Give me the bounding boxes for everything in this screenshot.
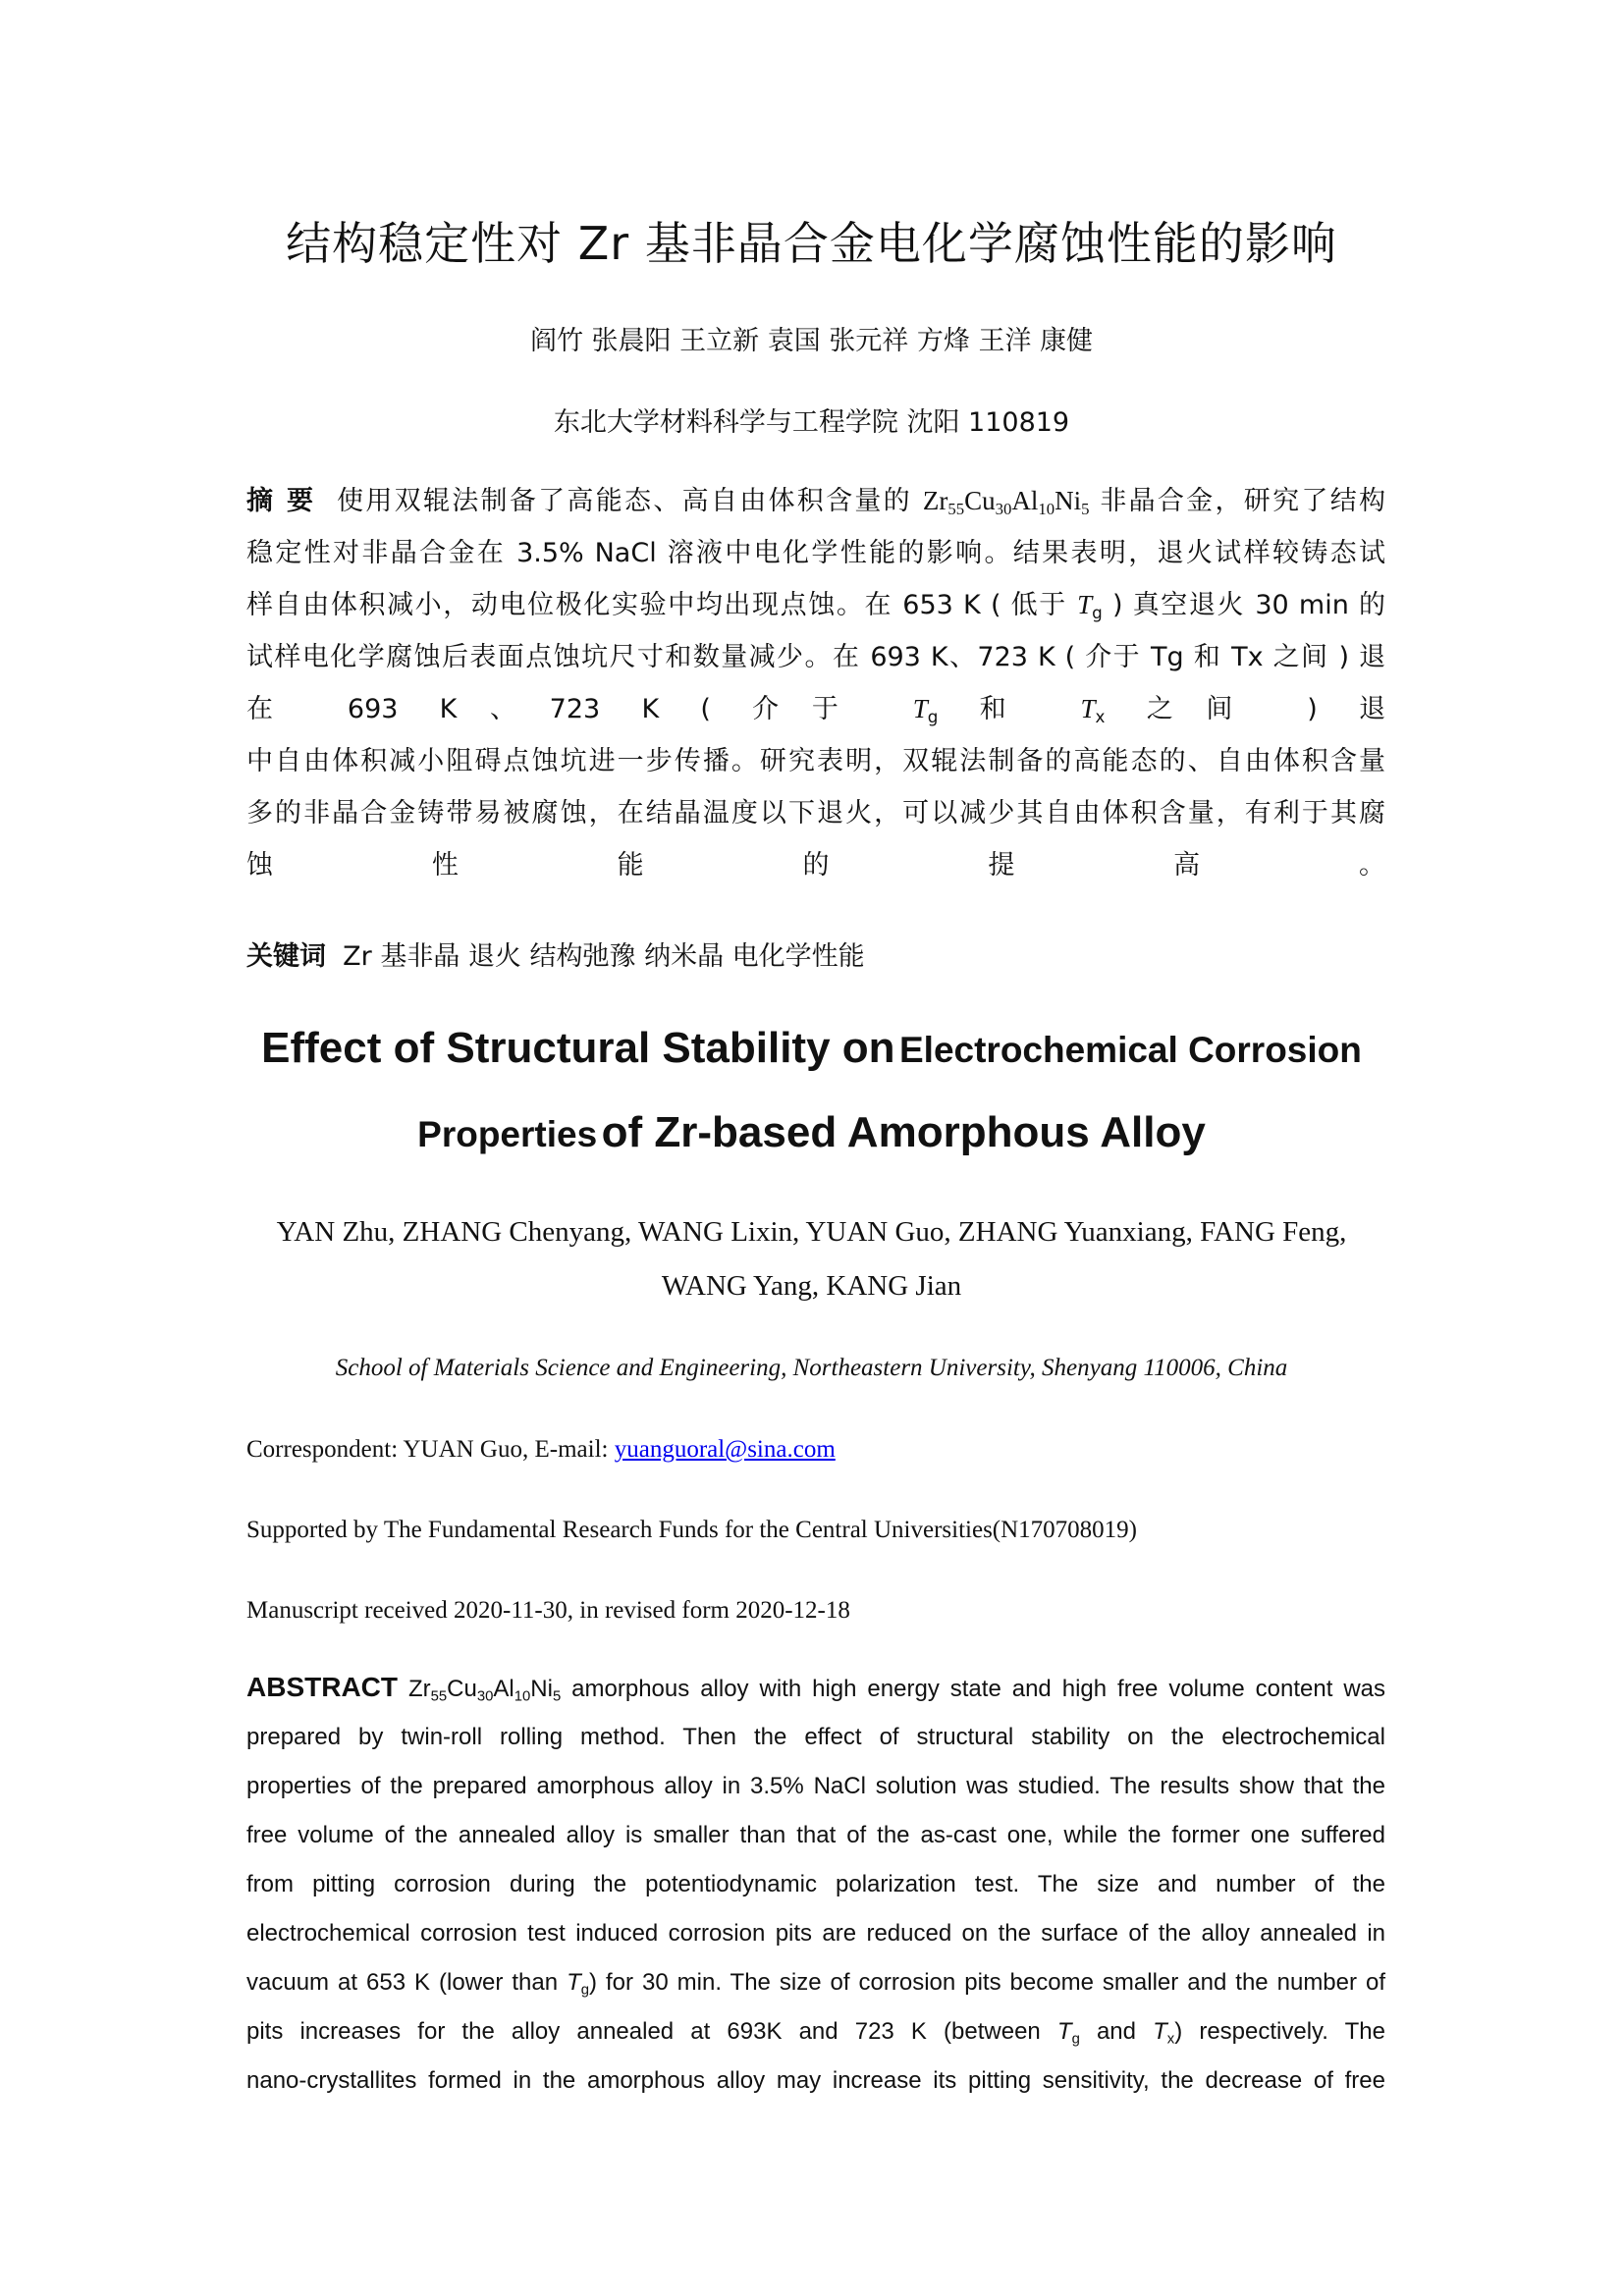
cn-abstract-line: 中自由体积减小阻碍点蚀坑进一步传播。研究表明，双辊法制备的高能态的、自由体积含量: [246, 746, 1385, 776]
en-abstract-line: free volume of the annealed alloy is smaller than that of the as-cast one, while the former one suffered: [246, 1822, 1385, 1848]
cn-abstract-label: 摘 要: [246, 486, 316, 516]
en-title-part: Effect of Structural Stability on: [261, 1024, 895, 1072]
cn-affiliation: 东北大学材料科学与工程学院 沈阳 110819: [553, 407, 1070, 438]
cn-keywords-label: 关键词: [246, 941, 326, 972]
en-title-line1: [0, 1024, 1623, 1073]
manuscript-dates: Manuscript received 2020-11-30, in revised form 2020-12-18: [246, 1597, 850, 1624]
en-title-part: Electrochemical Corrosion: [898, 1030, 1362, 1070]
en-abstract-label: ABSTRACT: [246, 1672, 398, 1702]
cn-abstract-line: 多的非晶合金铸带易被腐蚀，在结晶温度以下退火，可以减少其自由体积含量，有利于其腐: [246, 798, 1385, 828]
cn-authors: 阎竹 张晨阳 王立新 袁国 张元祥 方烽 王洋 康健: [529, 326, 1094, 356]
en-abstract-line: nano-crystallites formed in the amorphous alloy may increase its pitting sensitivity, the decrease of free: [246, 2067, 1385, 2094]
en-authors-line1: YAN Zhu, ZHANG Chenyang, WANG Lixin, YUAN Guo, ZHANG Yuanxiang, FANG Feng,: [276, 1216, 1347, 1248]
cn-abstract-line: 试样电化学腐蚀后表面点蚀坑尺寸和数量减少。在 693 K、723 K ( 介于 Tg 和 Tx 之间 ) 退: [246, 642, 1385, 672]
en-title-part: of Zr-based Amorphous Alloy: [601, 1108, 1206, 1156]
en-abstract-line: vacuum at 653 K (lower than $T_g$) for 30 min. The size of corrosion pits become smaller and the number of: [246, 1969, 1385, 1999]
en-affiliation: School of Materials Science and Engineering, Northeastern University, Shenyang 110006, China: [335, 1355, 1288, 1381]
en-authors-line2: WANG Yang, KANG Jian: [661, 1270, 962, 1302]
cn-keywords: [246, 934, 865, 973]
en-abstract-line: electrochemical corrosion test induced corrosion pits are reduced on the surface of the alloy annealed in: [246, 1920, 1385, 1947]
cn-abstract-line: [246, 479, 1385, 517]
cn-abstract-line: 在 693 K、723 K ( 介于 $T_g$ 和 $T_x$ 之间 ) 退: [246, 694, 1386, 727]
cn-abstract-text: 使用双辊法制备了高能态、高自由体积含量的 $Zr_{55}Cu_{30}Al_{10}Ni_5$ 非晶合金，研究了结构: [337, 486, 1385, 519]
cn-abstract-line: 蚀性能的提高。: [246, 850, 1385, 881]
cn-keywords-text: Zr 基非晶 退火 结构弛豫 纳米晶 电化学性能: [343, 941, 865, 972]
en-abstract-line: prepared by twin-roll rolling method. Then the effect of structural stability on the electrochemical: [246, 1724, 1385, 1750]
en-abstract-line: properties of the prepared amorphous alloy in 3.5% NaCl solution was studied. The results show that the: [246, 1773, 1385, 1799]
funding-note: Supported by The Fundamental Research Funds for the Central Universities(N170708019): [246, 1517, 1138, 1543]
email-link[interactable]: yuanguoral@sina.com: [614, 1436, 836, 1463]
en-title-line2: [0, 1108, 1623, 1157]
cn-abstract-line: 样自由体积减小，动电位极化实验中均出现点蚀。在 653 K ( 低于 $T_g$ ) 真空退火 30 min 的: [246, 590, 1386, 623]
cn-abstract-line: 稳定性对非晶合金在 3.5% NaCl 溶液中电化学性能的影响。结果表明，退火试样较铸态试: [246, 538, 1385, 568]
cn-title: 结构稳定性对 Zr 基非晶合金电化学腐蚀性能的影响: [286, 217, 1337, 270]
en-title-part: Properties: [417, 1114, 598, 1154]
en-abstract-line: pits increases for the alloy annealed at 693K and 723 K (between $T_g$ and $T_x$) respectively. The: [246, 2018, 1385, 2048]
en-abstract-line: from pitting corrosion during the potentiodynamic polarization test. The size and number of the: [246, 1871, 1385, 1897]
en-abstract-line: ABSTRACT $Zr_{55}Cu_{30}Al_{10}Ni_5$ amorphous alloy with high energy state and high free volume content was: [246, 1672, 1385, 1705]
correspondent: [246, 1436, 836, 1464]
correspondent-label: Correspondent: YUAN Guo, E-mail:: [246, 1436, 615, 1463]
